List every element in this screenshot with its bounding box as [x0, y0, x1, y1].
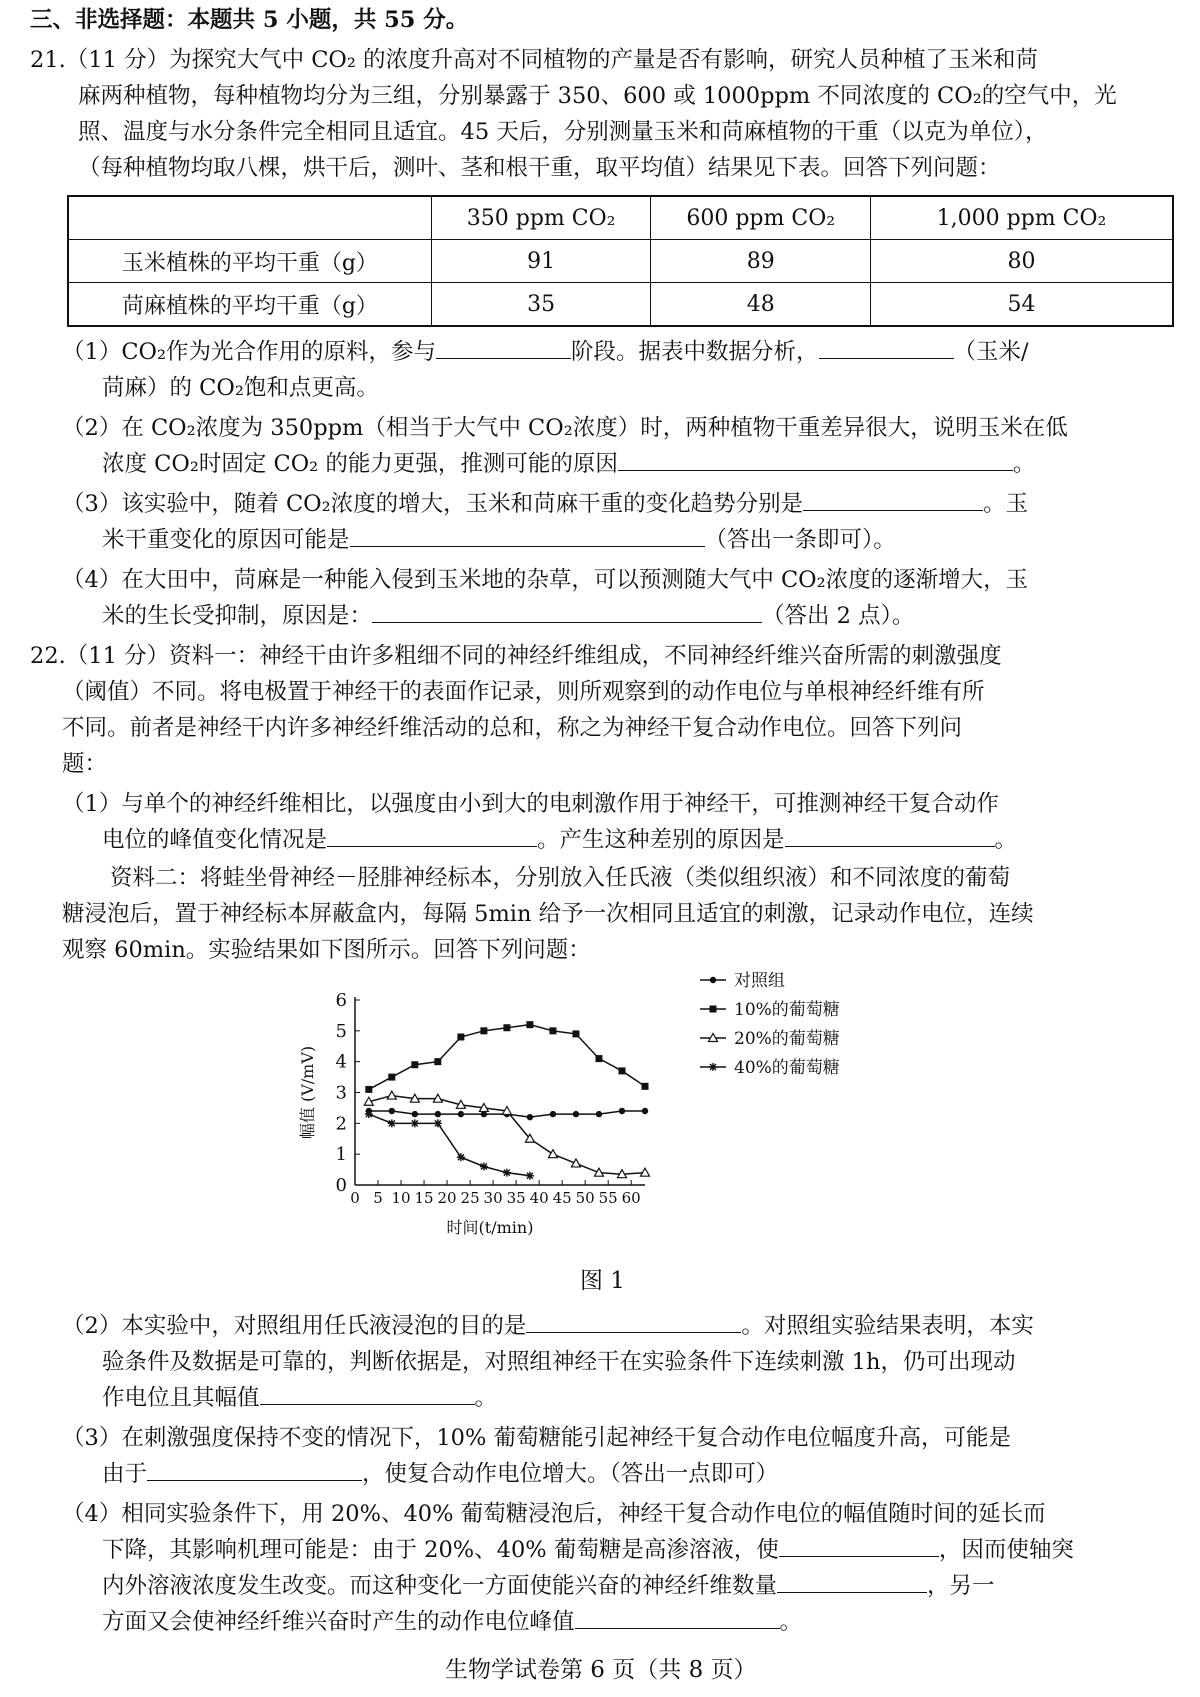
data-point	[434, 1058, 441, 1065]
q22-sub4-line-1: （4）相同实验条件下，用 20%、40% 葡萄糖浸泡后，神经干复合动作电位的幅值随时间的延长而	[62, 1501, 1046, 1527]
text-span: 。	[779, 1609, 803, 1635]
data-point	[387, 1091, 396, 1099]
co2-dry-weight-table	[67, 195, 1174, 327]
q21-line-3: 照、温度与水分条件完全相同且适宜。45 天后，分别测量玉米和苘麻植物的干重（以克为单位），	[78, 119, 1048, 145]
q21-sub3-line-1	[62, 488, 1028, 520]
section-header: 三、非选择题：本题共 5 小题，共 55 分。	[30, 7, 469, 33]
x-tick-label: 10	[391, 1189, 411, 1207]
text-span: 。	[994, 827, 1018, 853]
data-point	[618, 1067, 625, 1074]
q21-sub2-line-2	[102, 448, 1035, 480]
text-span: ，因而使轴突	[938, 1537, 1074, 1563]
answer-blank[interactable]	[260, 1382, 475, 1405]
data-point	[365, 1086, 372, 1093]
answer-blank[interactable]	[436, 336, 571, 359]
table-cell: 48	[651, 283, 871, 327]
q22-sub1-line-1: （1）与单个的神经纤维相比，以强度由小到大的电刺激作用于神经干，可推测神经干复合动作	[62, 791, 999, 817]
y-tick-label: 4	[335, 1051, 347, 1073]
answer-blank[interactable]	[575, 1606, 780, 1629]
x-tick-label: 0	[350, 1189, 360, 1207]
table-header-cell: 600 ppm CO₂	[651, 196, 871, 240]
y-tick-label: 0	[335, 1175, 347, 1196]
table-cell: 35	[431, 283, 651, 327]
text-span: 作电位且其幅值	[102, 1385, 260, 1411]
text-span: 。玉	[983, 491, 1029, 517]
q21-line-4: （每种植物均取八棵，烘干后，测叶、茎和根干重，取平均值）结果见下表。回答下列问题：	[78, 155, 1001, 181]
text-span: （玉米/	[953, 339, 1029, 365]
legend-entry: 40%的葡萄糖	[734, 1058, 840, 1078]
table-row-label: 玉米植株的平均干重（g）	[68, 240, 431, 283]
data-point	[596, 1111, 602, 1117]
legend-marker	[709, 1063, 717, 1071]
text-span: ，另一	[927, 1573, 995, 1599]
data-point	[595, 1055, 602, 1062]
data-point	[458, 1111, 464, 1117]
q22-sub4-line-2	[102, 1534, 1074, 1566]
y-tick-label: 1	[335, 1144, 347, 1166]
legend-entry: 10%的葡萄糖	[734, 1000, 840, 1020]
table-row-label: 苘麻植株的平均干重（g）	[68, 283, 431, 327]
data-point	[435, 1111, 441, 1117]
text-span: 内外溶液浓度发生改变。而这种变化一方面使能兴奋的神经纤维数量	[102, 1573, 778, 1599]
answer-blank[interactable]	[147, 1458, 362, 1481]
table-row	[68, 240, 1173, 283]
data-point	[619, 1108, 625, 1114]
data-point	[503, 1024, 510, 1031]
data-point	[388, 1074, 395, 1081]
text-span: ，使复合动作电位增大。（答出一点即可）	[362, 1461, 779, 1487]
text-span: 。	[474, 1385, 498, 1411]
answer-blank[interactable]	[327, 824, 537, 847]
data-point	[573, 1111, 579, 1117]
q22-sub2-line-3	[102, 1382, 497, 1414]
q21-sub2-line-1: （2）在 CO₂浓度为 350ppm（相当于大气中 CO₂浓度）时，两种植物干重差异很大，说明玉米在低	[62, 415, 1068, 441]
text-span: （2）本实验中，对照组用任氏液浸泡的目的是	[62, 1313, 527, 1339]
text-span: 。对照组实验结果表明，本实	[741, 1313, 1034, 1339]
x-tick-label: 35	[506, 1189, 526, 1207]
q22-sub4-line-4	[102, 1606, 802, 1638]
q21-sub1-line-1	[62, 336, 1029, 368]
action-potential-chart	[300, 965, 940, 1235]
data-point	[411, 1061, 418, 1068]
data-point	[526, 1021, 533, 1028]
answer-blank[interactable]	[785, 824, 995, 847]
table-cell: 54	[871, 283, 1173, 327]
x-tick-label: 60	[621, 1189, 641, 1207]
data-point	[365, 1110, 373, 1118]
legend-marker	[710, 977, 716, 983]
text-span: （3）该实验中，随着 CO₂浓度的增大，玉米和苘麻干重的变化趋势分别是	[62, 491, 804, 517]
q22-material2-line-1: 资料二：将蛙坐骨神经－胫腓神经标本，分别放入任氏液（类似组织液）和不同浓度的葡萄	[110, 865, 1011, 891]
data-point	[480, 1027, 487, 1034]
data-point	[457, 1153, 465, 1161]
q22-material2-line-2: 糖浸泡后，置于神经标本屏蔽盒内，每隔 5min 给予一次相同且适宜的刺激，记录动作电位，连续	[62, 901, 1034, 927]
text-span: 下降，其影响机理可能是：由于 20%、40% 葡萄糖是高渗溶液，使	[102, 1537, 779, 1563]
x-tick-label: 25	[460, 1189, 480, 1207]
answer-blank[interactable]	[372, 600, 762, 623]
table-cell: 89	[651, 240, 871, 283]
answer-blank[interactable]	[803, 488, 983, 511]
answer-blank[interactable]	[779, 1534, 939, 1557]
series-line-2	[369, 1025, 645, 1090]
answer-blank[interactable]	[526, 1310, 741, 1333]
y-tick-label: 5	[335, 1020, 347, 1042]
table-cell: 91	[431, 240, 651, 283]
q22-material2-line-3: 观察 60min。实验结果如下图所示。回答下列问题：	[62, 937, 591, 963]
data-point	[503, 1169, 511, 1177]
y-tick-label: 6	[335, 990, 347, 1011]
x-tick-label: 50	[575, 1189, 595, 1207]
data-point	[550, 1111, 556, 1117]
answer-blank[interactable]	[777, 1570, 927, 1593]
x-tick-label: 30	[483, 1189, 503, 1207]
text-span: 米干重变化的原因可能是	[102, 527, 350, 553]
table-header-cell	[68, 196, 431, 240]
x-tick-label: 5	[373, 1189, 383, 1207]
y-axis-label: 幅值 (V/mV)	[298, 1045, 317, 1140]
text-span: （答出一条即可）。	[704, 527, 896, 553]
q22-sub2-line-1	[62, 1310, 1034, 1342]
table-header-cell: 1,000 ppm CO₂	[871, 196, 1173, 240]
q21-line-2: 麻两种植物，每种植物均分为三组，分别暴露于 350、600 或 1000ppm 不同浓度的 CO₂的空气中，光	[78, 83, 1117, 109]
data-point	[411, 1119, 419, 1127]
q22-line-3: 不同。前者是神经干内许多神经纤维活动的总和，称之为神经干复合动作电位。回答下列问	[62, 715, 963, 741]
data-point	[527, 1114, 533, 1120]
answer-blank[interactable]	[618, 448, 1013, 471]
q21-sub3-line-2	[102, 524, 896, 556]
data-point	[642, 1083, 649, 1090]
text-span: 浓度 CO₂时固定 CO₂ 的能力更强，推测可能的原因	[102, 451, 618, 477]
text-span: （1）CO₂作为光合作用的原料，参与	[62, 339, 436, 365]
data-point	[642, 1108, 648, 1114]
x-tick-label: 45	[552, 1189, 572, 1207]
data-point	[457, 1034, 464, 1041]
text-span: 由于	[102, 1461, 148, 1487]
data-point	[548, 1150, 557, 1158]
page-footer: 生物学试卷第 6 页（共 8 页）	[445, 1657, 757, 1683]
table-header-row	[68, 196, 1173, 240]
y-tick-label: 3	[335, 1082, 347, 1104]
answer-blank[interactable]	[819, 336, 954, 359]
y-tick-label: 2	[335, 1113, 347, 1135]
q21-sub4-line-2	[102, 600, 914, 632]
q21-sub1-line-2: 苘麻）的 CO₂饱和点更高。	[102, 375, 379, 401]
q21-sub4-line-1: （4）在大田中，苘麻是一种能入侵到玉米地的杂草，可以预测随大气中 CO₂浓度的逐渐增大，玉	[62, 567, 1029, 593]
q22-line-4: 题：	[62, 751, 108, 777]
data-point	[526, 1172, 534, 1180]
figure-caption: 图 1	[580, 1268, 625, 1294]
text-span: 。	[1012, 451, 1036, 477]
data-point	[389, 1108, 395, 1114]
text-span: （答出 2 点）。	[762, 603, 915, 629]
q21-line-1: 21.（11 分）为探究大气中 CO₂ 的浓度升高对不同植物的产量是否有影响，研究人员种植了玉米和苘	[30, 47, 1039, 73]
q22-sub1-line-2	[102, 824, 1017, 856]
x-tick-label: 55	[598, 1189, 618, 1207]
answer-blank[interactable]	[350, 524, 705, 547]
legend-marker	[710, 1006, 717, 1013]
text-span: 。产生这种差别的原因是	[537, 827, 785, 853]
table-row	[68, 283, 1173, 327]
text-span: 阶段。据表中数据分析，	[571, 339, 819, 365]
data-point	[434, 1119, 442, 1127]
data-point	[412, 1111, 418, 1117]
q22-sub2-line-2: 验条件及数据是可靠的，判断依据是，对照组神经干在实验条件下连续刺激 1h，仍可出现动	[102, 1349, 1016, 1375]
text-span: 米的生长受抑制，原因是：	[102, 603, 373, 629]
q22-sub4-line-3	[102, 1570, 995, 1602]
data-point	[572, 1030, 579, 1037]
q22-sub3-line-2	[102, 1458, 778, 1490]
text-span: 方面又会使神经纤维兴奋时产生的动作电位峰值	[102, 1609, 575, 1635]
legend-entry: 对照组	[734, 971, 785, 991]
table-cell: 80	[871, 240, 1173, 283]
table-header-cell: 350 ppm CO₂	[431, 196, 651, 240]
data-point	[480, 1163, 488, 1171]
data-point	[388, 1119, 396, 1127]
q22-sub3-line-1: （3）在刺激强度保持不变的情况下，10% 葡萄糖能引起神经干复合动作电位幅度升高，可能是	[62, 1425, 1011, 1451]
x-tick-label: 40	[529, 1189, 549, 1207]
x-axis-label: 时间(t/min)	[446, 1218, 534, 1237]
text-span: 电位的峰值变化情况是	[102, 827, 328, 853]
x-tick-label: 15	[414, 1189, 434, 1207]
q22-line-1: 22.（11 分）资料一：神经干由许多粗细不同的神经纤维组成，不同神经纤维兴奋所需的刺激强度	[30, 643, 1002, 669]
q22-line-2: （阈值）不同。将电极置于神经干的表面作记录，则所观察到的动作电位与单根神经纤维有所	[62, 679, 985, 705]
data-point	[549, 1027, 556, 1034]
legend-entry: 20%的葡萄糖	[734, 1029, 840, 1049]
x-tick-label: 20	[437, 1189, 457, 1207]
